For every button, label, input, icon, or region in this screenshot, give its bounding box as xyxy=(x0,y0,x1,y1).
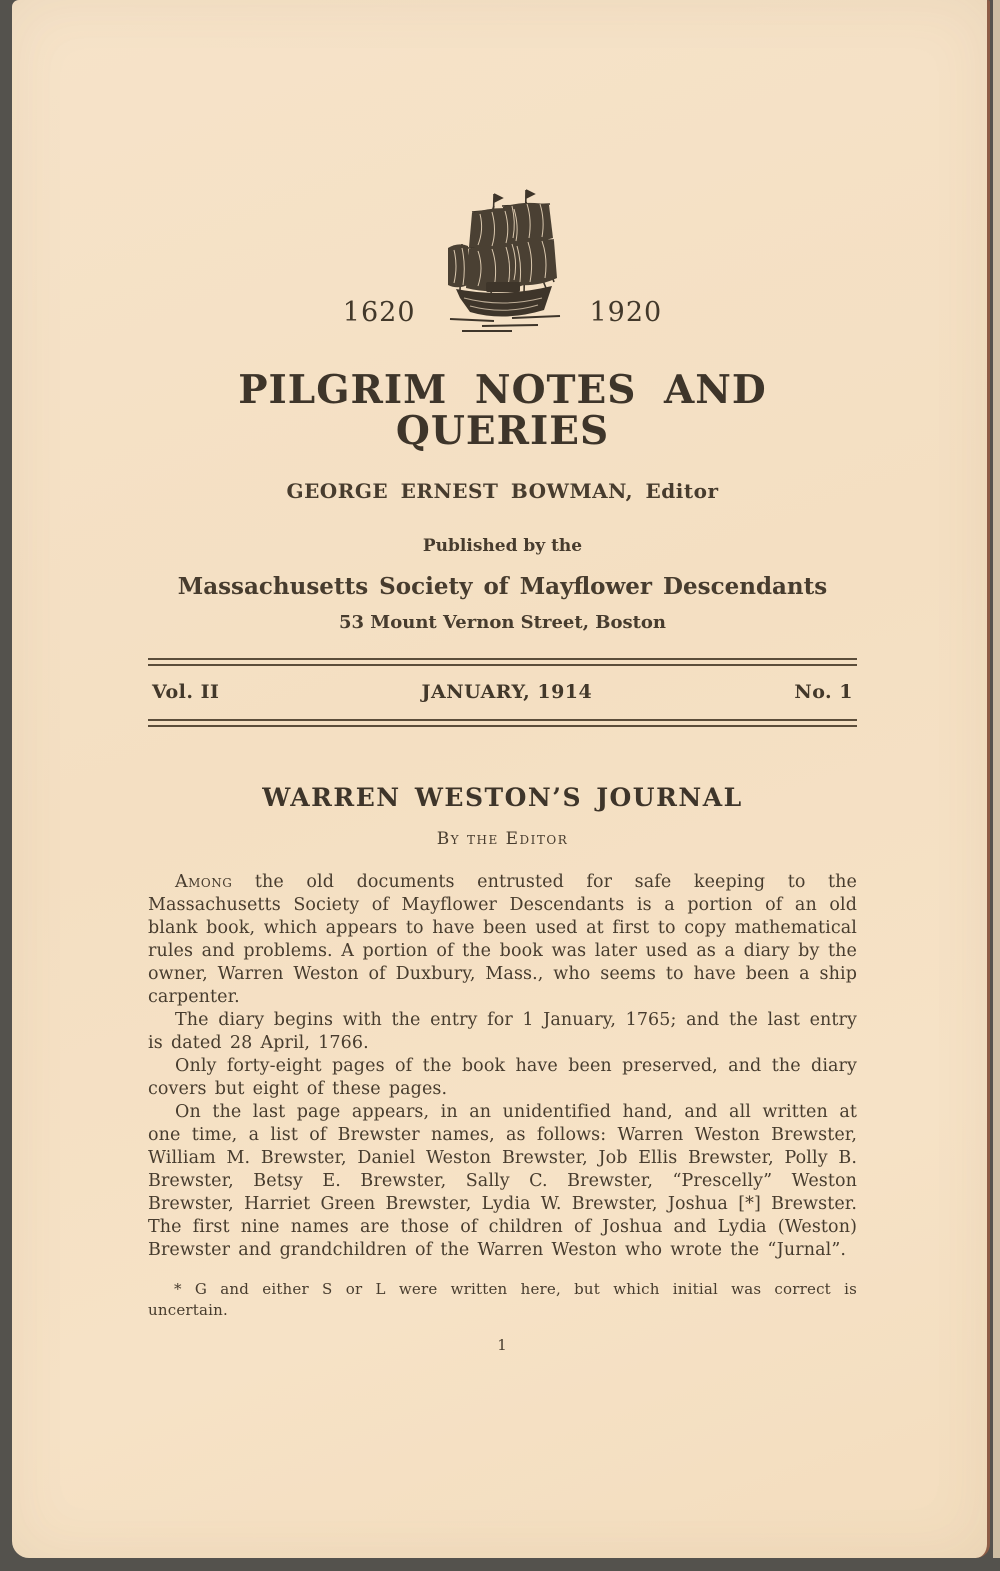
paragraph: On the last page appears, in an unidentified hand, and all written at one time, a list of Brewster names, as follows: Warren Weston Brewster, William M. Brewster, Daniel Weston Brewster, Job Ellis Brewster, Polly B. Brewster, Betsy E. Brewster, Sally C. Brewster, “Prescelly” Weston Brewster, Harriet Green Brewster, Lydia W. Brewster, Joshua [*] Brewster. The first nine names are those of children of Joshua and Lydia (Weston) Brewster and grandchildren of the Warren Weston who wrote the “Jurnal”. xyxy=(148,1101,857,1260)
issue-date-label: JANUARY, 1914 xyxy=(421,680,593,703)
journal-page xyxy=(12,0,990,1558)
article xyxy=(148,783,857,1354)
year-left-label: 1620 xyxy=(342,297,416,328)
address-line: 53 Mount Vernon Street, Boston xyxy=(338,611,666,633)
paragraph: Only forty-eight pages of the book have been preserved, and the diary covers but eight of these pages. xyxy=(148,1055,857,1099)
year-right-label: 1920 xyxy=(589,297,663,328)
mayflower-ship-engraving-icon xyxy=(442,186,564,332)
scan-page-edge xyxy=(993,0,1000,1558)
editor-line: GEORGE ERNEST BOWMAN, Editor xyxy=(286,478,719,503)
masthead xyxy=(148,0,857,633)
page-number: 1 xyxy=(497,1335,508,1354)
issue-line xyxy=(148,666,857,719)
double-rule-bottom xyxy=(148,719,857,727)
page-content xyxy=(12,0,987,1354)
issue-number-label: No. 1 xyxy=(794,680,853,703)
volume-label: Vol. II xyxy=(152,680,220,703)
paragraph-lead-word: Among xyxy=(175,871,233,892)
double-rule-top xyxy=(148,658,857,666)
paragraph: The diary begins with the entry for 1 January, 1765; and the last entry is dated 28 April, 1766. xyxy=(148,1009,857,1053)
society-line: Massachusetts Society of Mayflower Descendants xyxy=(177,572,828,600)
article-byline: By the Editor xyxy=(436,828,569,849)
paragraph xyxy=(148,871,857,1009)
ship-row xyxy=(148,0,857,332)
article-body xyxy=(148,871,857,1262)
journal-title: PILGRIM NOTES AND QUERIES xyxy=(238,367,767,454)
published-by-line: Published by the xyxy=(422,535,583,556)
footnote: * G and either S or L were written here, but which initial was correct is uncertain. xyxy=(148,1279,857,1319)
article-title: WARREN WESTON’S JOURNAL xyxy=(262,782,743,812)
paragraph-text: the old documents entrusted for safe keeping to the Massachusetts Society of Mayflower Descendants is a portion of an old blank book, which appears to have been used at first to copy mathematical rules and problems. A portion of the book was later used as a diary by the owner, Warren Weston of Duxbury, Mass., who seems to have been a ship carpenter. xyxy=(148,871,857,1007)
